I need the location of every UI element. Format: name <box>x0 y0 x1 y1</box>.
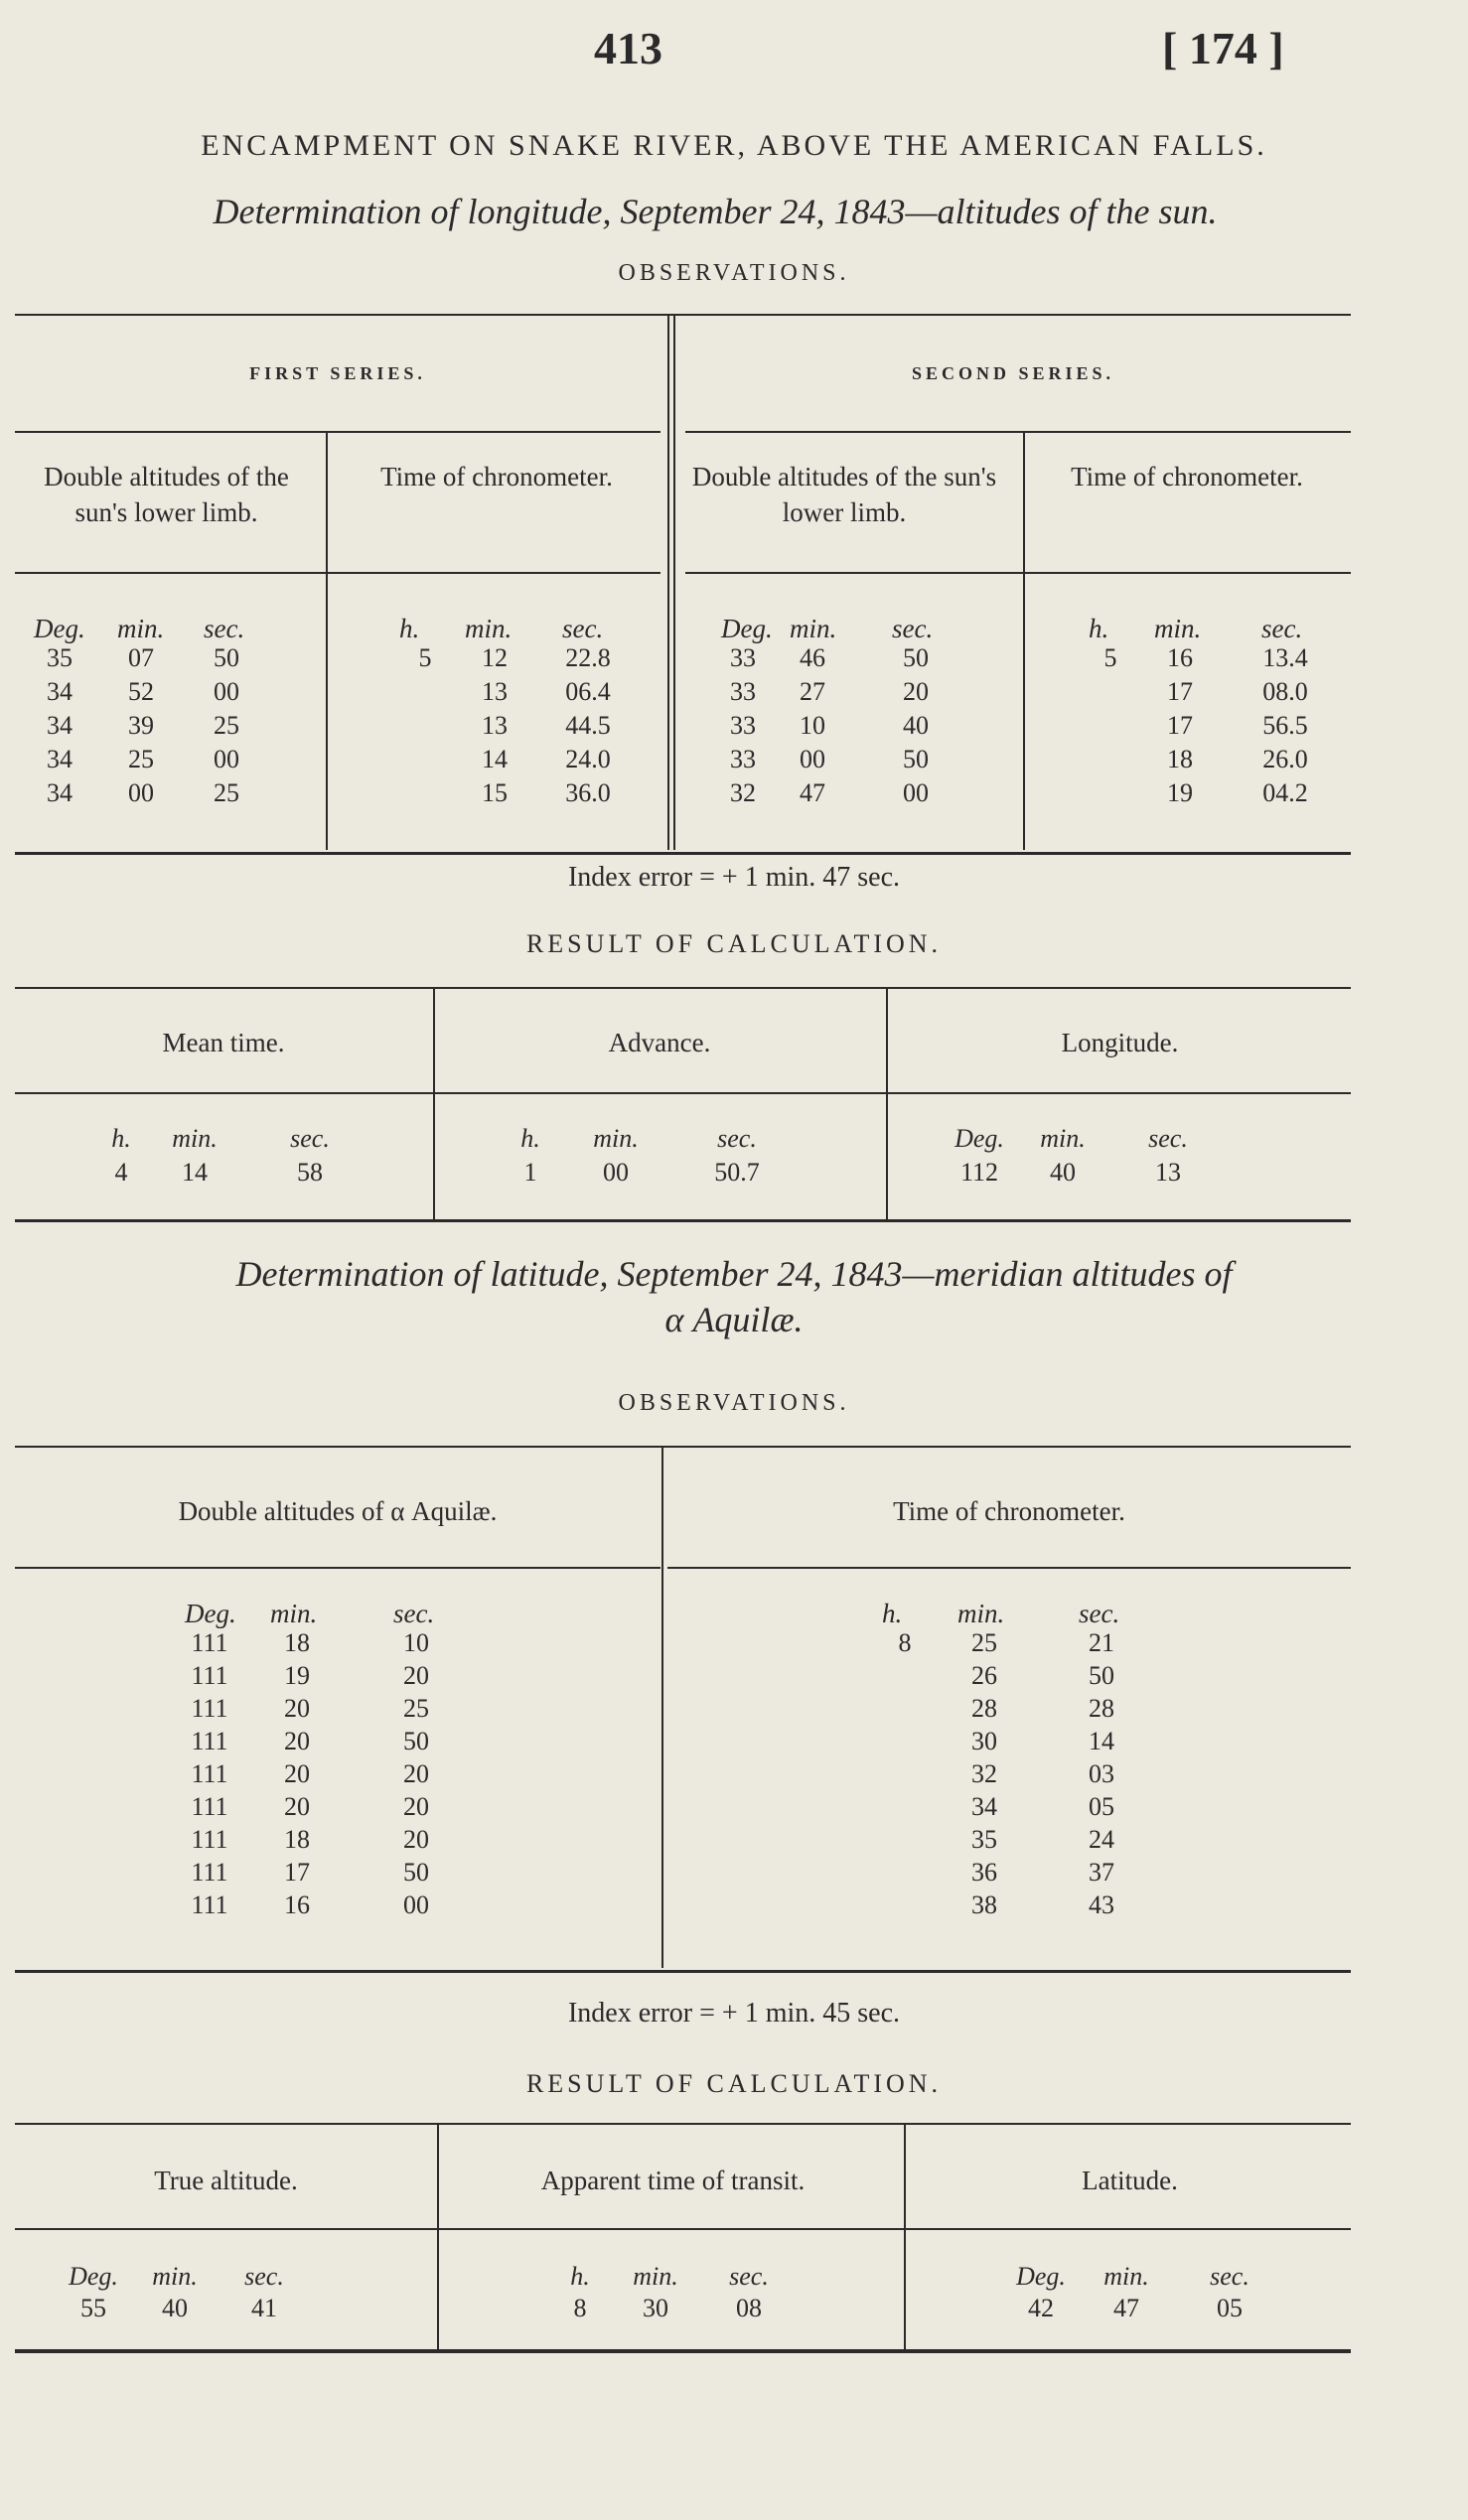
table-cell: 40 <box>903 711 929 740</box>
table-cell: 50 <box>214 643 239 672</box>
table-cell: 15 <box>482 778 508 807</box>
table-cell: 17 <box>284 1858 310 1887</box>
table-cell: 33 <box>730 643 756 672</box>
table-cell: 17 <box>1167 677 1193 706</box>
unit-deg: Deg. <box>721 614 773 643</box>
unit-deg: Deg. <box>34 614 85 643</box>
table-cell: 24 <box>1089 1825 1114 1854</box>
table-cell: 03 <box>1089 1759 1114 1788</box>
unit-h: h. <box>1089 614 1109 643</box>
table-cell: 111 <box>191 1727 228 1755</box>
col-head-double-altitudes-aquilae: Double altitudes of α Aquilæ. <box>178 1496 498 1526</box>
table-cell: 20 <box>284 1727 310 1755</box>
table-cell: 13 <box>482 711 508 740</box>
result-unit: Deg. <box>954 1124 1004 1153</box>
table-cell: 37 <box>1089 1858 1114 1887</box>
table-cell: 34 <box>47 677 73 706</box>
table-cell: 00 <box>903 778 929 807</box>
table-cell: 111 <box>191 1858 228 1887</box>
result-col-advance: Advance. <box>608 1028 711 1057</box>
result-value: 13 <box>1155 1158 1181 1187</box>
unit-min: min. <box>270 1599 318 1628</box>
unit-min: min. <box>957 1599 1005 1628</box>
table-cell: 32 <box>730 778 756 807</box>
table-cell: 50 <box>903 643 929 672</box>
result-col-apparent-time: Apparent time of transit. <box>540 2166 806 2195</box>
section1-heading: Determination of longitude, September 24, 1843—altitudes of the sun. <box>213 192 1218 231</box>
table-cell: 8 <box>898 1628 912 1657</box>
table-cell: 50 <box>903 745 929 773</box>
table-cell: 07 <box>128 643 154 672</box>
table-cell: 111 <box>191 1792 228 1821</box>
result-value: 112 <box>959 1158 999 1187</box>
table-cell: 50 <box>403 1858 429 1887</box>
unit-sec: sec. <box>204 614 245 643</box>
table-cell: 39 <box>128 711 154 740</box>
result-unit: Deg. <box>1016 2262 1066 2291</box>
table-cell: 36.0 <box>565 778 611 807</box>
result-value: 55 <box>80 2294 106 2322</box>
result-label-1: RESULT OF CALCULATION. <box>525 929 943 958</box>
result-value: 50.7 <box>714 1158 760 1187</box>
table-cell: 20 <box>284 1792 310 1821</box>
table-cell: 30 <box>971 1727 997 1755</box>
table-cell: 08.0 <box>1262 677 1308 706</box>
table-cell: 34 <box>971 1792 997 1821</box>
section1-observations-label: OBSERVATIONS. <box>618 260 850 286</box>
table-cell: 20 <box>903 677 929 706</box>
section2-observations-label: OBSERVATIONS. <box>618 1390 850 1416</box>
unit-sec: sec. <box>562 614 604 643</box>
table-cell: 46 <box>800 643 825 672</box>
table-cell: 32 <box>971 1759 997 1788</box>
unit-min: min. <box>117 614 165 643</box>
table-cell: 17 <box>1167 711 1193 740</box>
result-value: 00 <box>603 1158 629 1187</box>
unit-sec: sec. <box>1261 614 1303 643</box>
table-cell: 18 <box>284 1628 310 1657</box>
result-unit: h. <box>111 1124 131 1153</box>
table-cell: 20 <box>403 1792 429 1821</box>
table-cell: 18 <box>1167 745 1193 773</box>
table-cell: 111 <box>191 1628 228 1657</box>
result-unit: sec. <box>1148 1124 1188 1153</box>
result-value: 30 <box>643 2294 668 2322</box>
table-cell: 25 <box>214 778 239 807</box>
result-value: 47 <box>1113 2294 1139 2322</box>
result-unit: min. <box>1040 1124 1086 1153</box>
table-cell: 13.4 <box>1262 643 1308 672</box>
table-cell: 25 <box>403 1694 429 1723</box>
table-cell: 00 <box>128 778 154 807</box>
table-cell: 14 <box>1089 1727 1114 1755</box>
table-cell: 25 <box>128 745 154 773</box>
col-head-time-chronometer-3: Time of chronometer. <box>893 1496 1125 1526</box>
table-cell: 06.4 <box>565 677 611 706</box>
table-cell: 18 <box>284 1825 310 1854</box>
table-cell: 00 <box>214 677 239 706</box>
table-cell: 52 <box>128 677 154 706</box>
col-head-double-altitudes-2: Double altitudes of the sun's lower limb. <box>691 462 997 527</box>
result-col-mean-time: Mean time. <box>162 1028 285 1057</box>
result-unit: Deg. <box>69 2262 118 2291</box>
result-value: 14 <box>182 1158 208 1187</box>
table-cell: 10 <box>403 1628 429 1657</box>
table-cell: 21 <box>1089 1628 1114 1657</box>
page-title: ENCAMPMENT ON SNAKE RIVER, ABOVE THE AMERICAN FALLS. <box>201 129 1267 162</box>
unit-sec: sec. <box>1079 1599 1120 1628</box>
result-value: 8 <box>573 2294 587 2322</box>
table-cell: 111 <box>191 1759 228 1788</box>
result-col-longitude: Longitude. <box>1061 1028 1179 1057</box>
result-unit: h. <box>520 1124 540 1153</box>
table-cell: 5 <box>1103 643 1117 672</box>
result-unit: min. <box>1103 2262 1149 2291</box>
unit-min: min. <box>790 614 837 643</box>
table-cell: 27 <box>800 677 825 706</box>
result-unit: sec. <box>244 2262 284 2291</box>
table-cell: 20 <box>403 1825 429 1854</box>
table-cell: 20 <box>284 1759 310 1788</box>
table-cell: 33 <box>730 745 756 773</box>
col-head-time-chronometer-1: Time of chronometer. <box>380 462 613 491</box>
table-cell: 36 <box>971 1858 997 1887</box>
result-unit: h. <box>570 2262 590 2291</box>
result-value: 4 <box>114 1158 128 1187</box>
result-value: 42 <box>1028 2294 1054 2322</box>
bracket-page-number: [ 174 ] <box>1162 23 1284 73</box>
table-cell: 44.5 <box>565 711 611 740</box>
unit-h: h. <box>882 1599 903 1628</box>
table-cell: 56.5 <box>1262 711 1308 740</box>
result-value: 40 <box>162 2294 188 2322</box>
table-cell: 34 <box>47 778 73 807</box>
result-value: 05 <box>1217 2294 1243 2322</box>
result-unit: min. <box>593 1124 639 1153</box>
col-head-time-chronometer-2: Time of chronometer. <box>1071 462 1303 491</box>
table-cell: 16 <box>284 1890 310 1919</box>
section2-heading-line2: α Aquilæ. <box>664 1300 804 1339</box>
result-value: 41 <box>251 2294 277 2322</box>
second-series-label: SECOND SERIES. <box>911 363 1115 383</box>
table-cell: 00 <box>403 1890 429 1919</box>
result-value: 58 <box>297 1158 323 1187</box>
unit-sec: sec. <box>393 1599 435 1628</box>
table-cell: 20 <box>403 1759 429 1788</box>
table-cell: 5 <box>418 643 432 672</box>
table-cell: 38 <box>971 1890 997 1919</box>
unit-min: min. <box>1154 614 1202 643</box>
table-cell: 43 <box>1089 1890 1114 1919</box>
table-cell: 28 <box>971 1694 997 1723</box>
table-cell: 111 <box>191 1890 228 1919</box>
table-cell: 24.0 <box>565 745 611 773</box>
table-cell: 50 <box>1089 1661 1114 1690</box>
table-cell: 19 <box>1167 778 1193 807</box>
table-cell: 111 <box>191 1661 228 1690</box>
result-col-latitude: Latitude. <box>1082 2166 1178 2195</box>
table-cell: 34 <box>47 711 73 740</box>
table-cell: 00 <box>800 745 825 773</box>
table-cell: 47 <box>800 778 825 807</box>
table-cell: 10 <box>800 711 825 740</box>
result-unit: min. <box>172 1124 218 1153</box>
result-label-2: RESULT OF CALCULATION. <box>525 2069 943 2098</box>
table-cell: 33 <box>730 711 756 740</box>
result-unit: sec. <box>717 1124 757 1153</box>
table-cell: 04.2 <box>1262 778 1308 807</box>
table-cell: 35 <box>47 643 73 672</box>
table-cell: 00 <box>214 745 239 773</box>
index-error-2: Index error = + 1 min. 45 sec. <box>567 1998 901 2029</box>
table-cell: 20 <box>403 1661 429 1690</box>
result-value: 1 <box>523 1158 537 1187</box>
table-cell: 26.0 <box>1262 745 1308 773</box>
table-cell: 111 <box>191 1825 228 1854</box>
unit-sec: sec. <box>892 614 934 643</box>
first-series-label: FIRST SERIES. <box>249 363 426 383</box>
table-cell: 05 <box>1089 1792 1114 1821</box>
result-unit: min. <box>152 2262 198 2291</box>
table-cell: 25 <box>214 711 239 740</box>
table-cell: 14 <box>482 745 508 773</box>
table-cell: 22.8 <box>565 643 611 672</box>
result-col-true-altitude: True altitude. <box>154 2166 298 2195</box>
page-number: 413 <box>594 23 662 73</box>
result-value: 40 <box>1050 1158 1076 1187</box>
table-cell: 34 <box>47 745 73 773</box>
table-cell: 26 <box>971 1661 997 1690</box>
unit-h: h. <box>399 614 420 643</box>
table-cell: 50 <box>403 1727 429 1755</box>
result-unit: sec. <box>290 1124 330 1153</box>
table-cell: 33 <box>730 677 756 706</box>
index-error-1: Index error = + 1 min. 47 sec. <box>567 862 901 893</box>
section2-heading-line1: Determination of latitude, September 24, 1843—meridian altitudes of <box>235 1254 1233 1294</box>
result-unit: min. <box>633 2262 678 2291</box>
table-cell: 20 <box>284 1694 310 1723</box>
table-cell: 25 <box>971 1628 997 1657</box>
table-cell: 16 <box>1167 643 1193 672</box>
table-cell: 12 <box>482 643 508 672</box>
table-cell: 35 <box>971 1825 997 1854</box>
table-cell: 28 <box>1089 1694 1114 1723</box>
result-value: 08 <box>736 2294 762 2322</box>
table-cell: 19 <box>284 1661 310 1690</box>
unit-deg: Deg. <box>185 1599 236 1628</box>
unit-min: min. <box>465 614 513 643</box>
result-unit: sec. <box>729 2262 769 2291</box>
table-cell: 111 <box>191 1694 228 1723</box>
result-unit: sec. <box>1210 2262 1249 2291</box>
table-cell: 13 <box>482 677 508 706</box>
col-head-double-altitudes-1: Double altitudes of the sun's lower limb. <box>44 462 289 527</box>
